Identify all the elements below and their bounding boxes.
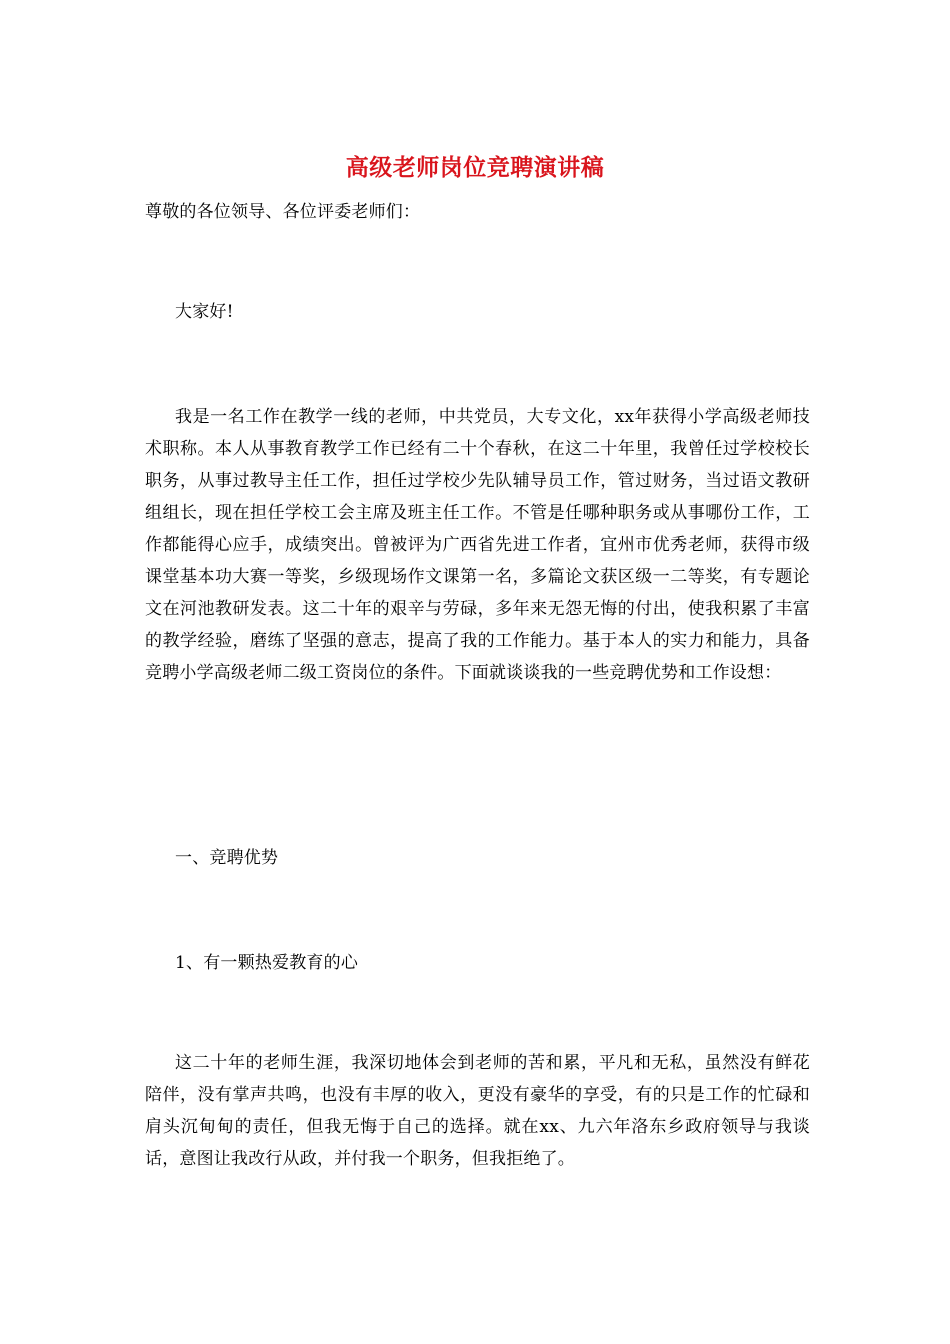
- salutation: 尊敬的各位领导、各位评委老师们：: [145, 202, 421, 222]
- document-title: 高级老师岗位竞聘演讲稿: [345, 154, 605, 181]
- paragraph-introduction: 我是一名工作在教学一线的老师，中共党员，大专文化，xx年获得小学高级老师技术职称。本人从事教育教学工作已经有二十个春秋，在这二十年里，我曾任过学校校长职务，从事过教导主任工作，担任过学校少先队辅导员工作，管过财务，当过语文教研组组长，现在担任学校工会主席及班主任工作。不管是任哪种职务或从事哪份工作，工作都能得心应手，成绩突出。曾被评为广西省先进工作者，宜州市优秀老师，获得市级课堂基本功大赛一等奖，乡级现场作文课第一名，多篇论文获区级一二等奖，有专题论文在河池教研发表。这二十年的艰辛与劳碌，多年来无怨无悔的付出，使我积累了丰富的教学经验，磨练了坚强的意志，提高了我的工作能力。基于本人的实力和能力，具备竞聘小学高级老师二级工资岗位的条件。下面就谈谈我的一些竞聘优势和工作设想：: [145, 407, 810, 683]
- greeting: 大家好!: [175, 302, 234, 322]
- section-heading: 一、竞聘优势: [175, 848, 279, 868]
- subsection-heading: 1、有一颗热爱教育的心: [175, 953, 359, 973]
- paragraph-teaching-career: 这二十年的老师生涯，我深切地体会到老师的苦和累，平凡和无私，虽然没有鲜花陪伴，没有掌声共鸣，也没有丰厚的收入，更没有豪华的享受，有的只是工作的忙碌和肩头沉甸甸的责任，但我无悔于自己的选择。就在xx、九六年洛东乡政府领导与我谈话，意图让我改行从政，并付我一个职务，但我拒绝了。: [145, 1053, 810, 1169]
